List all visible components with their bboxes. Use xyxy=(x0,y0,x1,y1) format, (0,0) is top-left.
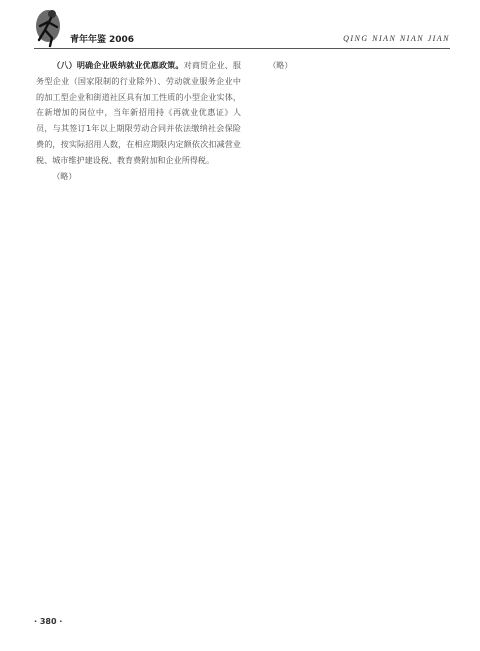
paragraph-heading: （八）明确企业吸纳就业优惠政策。 xyxy=(52,60,184,70)
yearbook-title: 青年年鉴 2006 xyxy=(70,35,135,45)
paragraph xyxy=(36,169,241,185)
header-rule xyxy=(34,48,450,49)
paragraph-text: （略） xyxy=(268,60,293,70)
left-column xyxy=(36,58,241,184)
page-header xyxy=(34,0,450,52)
paragraph xyxy=(252,58,457,74)
paragraph-text: 对商贸企业、服务型企业（国家限制的行业除外）、劳动就业服务企业中的加工型企业和街道社区具有加工性质的小型企业实体，在新增加的岗位中，当年新招用持《再就业优惠证》人员，与其签订1年以上期限劳动合同并依法缴纳社会保险费的，按实际招用人数，在相应期限内定额依次扣减营业税、城市维护建设税、教育费附加和企业所得税。 xyxy=(36,60,241,165)
paragraph-text: （略） xyxy=(52,170,77,181)
paragraph xyxy=(36,58,241,169)
running-figure-logo-icon xyxy=(34,8,64,48)
header-banner: QING NIAN NIAN JIAN xyxy=(343,34,450,43)
page-number: · 380 · xyxy=(34,617,63,626)
right-column xyxy=(252,58,457,74)
